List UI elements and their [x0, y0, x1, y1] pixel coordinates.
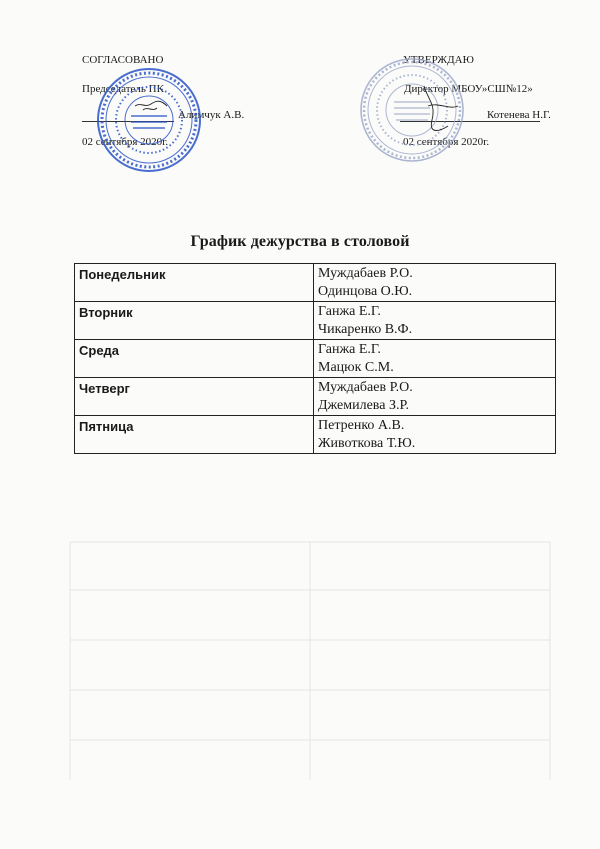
table-row [75, 302, 556, 340]
table-row [75, 340, 556, 378]
person-name: Чикаренко В.Ф. [318, 322, 413, 337]
person-name: Животкова Т.Ю. [318, 436, 416, 451]
approval-left-date: 02 сентября 2020г. [82, 136, 169, 148]
table-row [75, 264, 556, 302]
person-name: Муждабаев Р.О. [318, 380, 413, 395]
approval-left-heading: СОГЛАСОВАНО [82, 54, 164, 66]
table-row [75, 378, 556, 416]
names-cell [314, 302, 556, 340]
bleed-through-lines [60, 530, 560, 790]
approval-right-role: Директор МБОУ»СШ№12» [404, 83, 533, 95]
names-cell [314, 340, 556, 378]
person-name: Мацюк С.М. [318, 360, 394, 375]
names-cell [314, 416, 556, 454]
school-seal-stamp [358, 56, 466, 164]
names-cell [314, 264, 556, 302]
duty-schedule-table [74, 263, 556, 454]
person-name: Одинцова О.Ю. [318, 284, 413, 299]
union-seal-stamp [95, 66, 203, 174]
weekday-cell: Пятница [75, 416, 314, 454]
approval-right-date: 02 сентября 2020г. [403, 136, 490, 148]
person-name: Ганжа Е.Г. [318, 342, 381, 357]
document-title: График дежурства в столовой [190, 233, 410, 250]
approval-left-role: Председатель ПК [82, 83, 164, 95]
weekday-cell: Вторник [75, 302, 314, 340]
approval-right-name: Котенева Н.Г. [487, 109, 551, 121]
weekday-cell: Среда [75, 340, 314, 378]
approval-right-heading: УТВЕРЖДАЮ [403, 54, 474, 66]
approval-left-name: Алимчук А.В. [178, 109, 245, 121]
names-cell [314, 378, 556, 416]
person-name: Муждабаев Р.О. [318, 266, 413, 281]
table-row [75, 416, 556, 454]
weekday-cell: Четверг [75, 378, 314, 416]
person-name: Джемилева З.Р. [318, 398, 409, 413]
person-name: Петренко А.В. [318, 418, 405, 433]
person-name: Ганжа Е.Г. [318, 304, 381, 319]
weekday-cell: Понедельник [75, 264, 314, 302]
